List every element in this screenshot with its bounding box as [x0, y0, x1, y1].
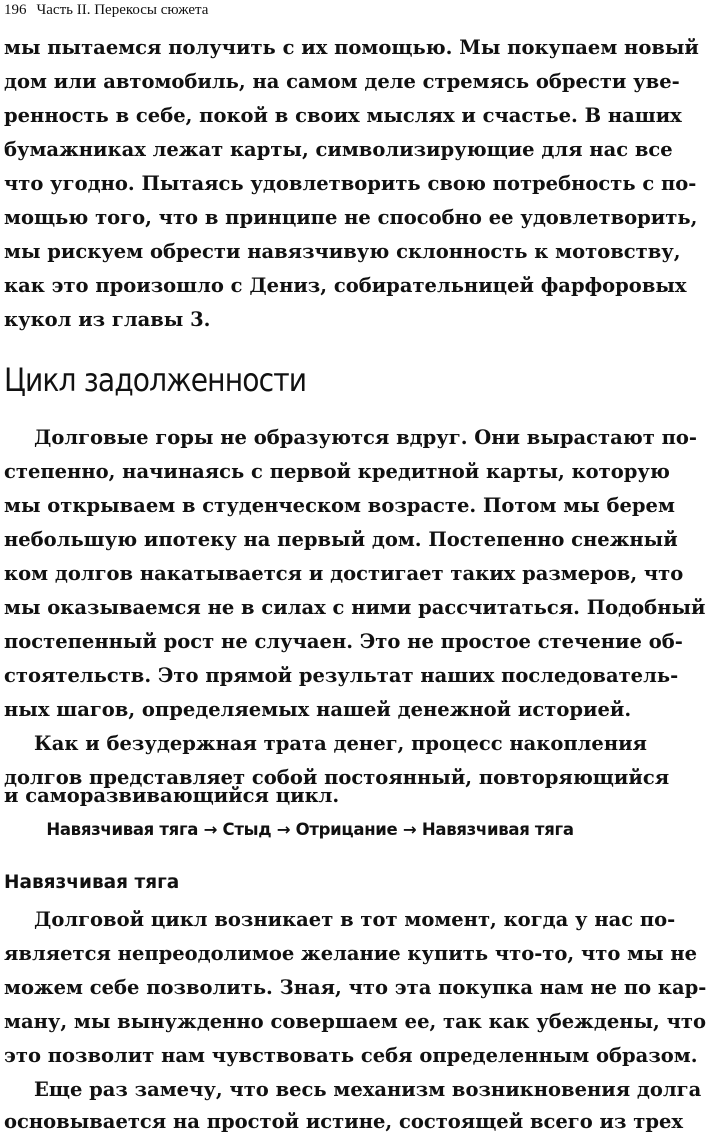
running-title: Часть II. Перекосы сюжета	[36, 2, 209, 18]
paragraph-line: и саморазвивающийся цикл.	[4, 784, 340, 807]
paragraph-line: степенно, начинаясь с первой кредитной карты, которую	[4, 460, 670, 483]
running-header	[4, 2, 208, 19]
intro-line: мы рискуем обрести навязчивую склонность к мотовству,	[4, 240, 681, 263]
paragraph-line: можем себе позволить. Зная, что эта покупка нам не по кар-	[4, 976, 706, 999]
paragraph-line: небольшую ипотеку на первый дом. Постепенно снежный	[4, 528, 678, 551]
paragraph-line: Долговые горы не образуются вдруг. Они вырастают по-	[34, 426, 697, 449]
paragraph-line: долгов представляет собой постоянный, повторяющийся	[4, 766, 670, 789]
intro-line: ренность в себе, покой в своих мыслях и счастье. В наших	[4, 104, 682, 127]
intro-line: кукол из главы 3.	[4, 308, 211, 331]
page-number: 196	[4, 2, 27, 18]
intro-line: бумажниках лежат карты, символизирующие для нас все	[4, 138, 673, 161]
subsection-title: Навязчивая тяга	[4, 872, 180, 893]
paragraph-line: ных шагов, определяемых нашей денежной историей.	[4, 698, 632, 721]
intro-line: что угодно. Пытаясь удовлетворить свою потребность с по-	[4, 172, 697, 195]
paragraph-line: мы открываем в студенческом возрасте. Потом мы берем	[4, 494, 675, 517]
paragraph-line: это позволит нам чувствовать себя определенным образом.	[4, 1044, 698, 1067]
cycle-line: Навязчивая тяга → Стыд → Отрицание → Навязчивая тяга	[46, 820, 574, 839]
paragraph-line: является непреодолимое желание купить что-то, что мы не	[4, 942, 698, 965]
paragraph-line: основывается на простой истине, состоящей всего из трех	[4, 1110, 683, 1133]
paragraph-line: стоятельств. Это прямой результат наших последователь-	[4, 664, 679, 687]
paragraph-line: ману, мы вынужденно совершаем ее, так как убеждены, что	[4, 1010, 706, 1033]
section-title: Цикл задолженности	[4, 361, 307, 399]
intro-line: дом или автомобиль, на самом деле стремясь обрести уве-	[4, 70, 680, 93]
paragraph-line: постепенный рост не случаен. Это не простое стечение об-	[4, 630, 683, 653]
intro-line: мощью того, что в принципе не способно ее удовлетворить,	[4, 206, 698, 229]
paragraph-line: Еще раз замечу, что весь механизм возникновения долга	[34, 1078, 702, 1101]
paragraph-line: Как и безудержная трата денег, процесс накопления	[34, 732, 647, 755]
paragraph-line: мы оказываемся не в силах с ними рассчитаться. Подобный	[4, 596, 706, 619]
paragraph-line: Долговой цикл возникает в тот момент, когда у нас по-	[34, 908, 676, 931]
paragraph-line: ком долгов накатывается и достигает таких размеров, что	[4, 562, 684, 585]
intro-line: как это произошло с Дениз, собирательницей фарфоровых	[4, 274, 687, 297]
intro-line: мы пытаемся получить с их помощью. Мы покупаем новый	[4, 36, 699, 59]
